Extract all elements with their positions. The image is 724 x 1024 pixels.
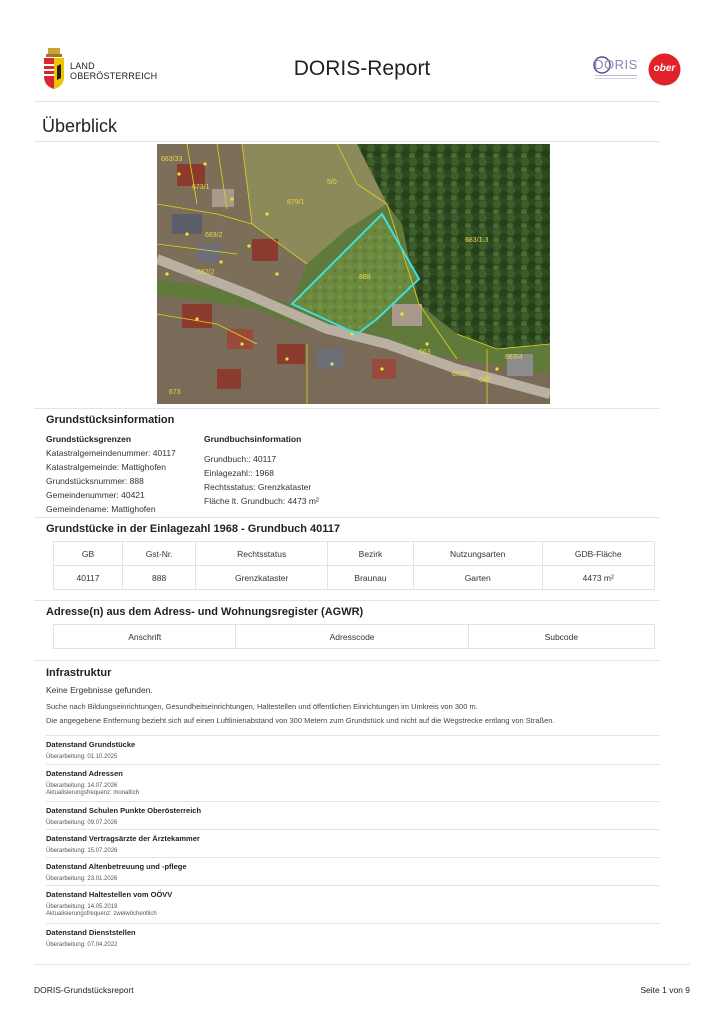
aerial-map-svg (157, 144, 550, 404)
grenzen-list (46, 446, 176, 516)
aerial-map[interactable] (157, 144, 550, 404)
infra-heading: Infrastruktur (46, 667, 112, 679)
column-header: Adresscode (236, 625, 468, 649)
datenstand-item (46, 890, 172, 917)
column-header: Anschrift (54, 625, 236, 649)
grundbuch-line: Fläche lt. Grundbuch: 4473 m² (204, 496, 319, 506)
table-header-row (54, 542, 655, 566)
table-cell: 888 (123, 566, 196, 590)
column-header: Gst-Nr. (123, 542, 196, 566)
grundbuch-title: Grundbuchsinformation (204, 434, 302, 444)
table-cell: 4473 m² (542, 566, 655, 590)
datenstand-line: Überarbeitung: 14.05.2019 (46, 904, 118, 910)
brand-line-1: LAND (70, 61, 95, 71)
table-cell: Braunau (328, 566, 414, 590)
column-header: Nutzungsarten (413, 542, 542, 566)
datenstand-line: Überarbeitung: 01.10.2025 (46, 754, 118, 760)
report-title: DORIS-Report (293, 57, 431, 80)
map-label: 683/33 (161, 156, 183, 163)
datenstand-line: Aktualisierungsfrequenz: zweiwöchentlich (46, 911, 157, 917)
column-header: Subcode (468, 625, 654, 649)
map-label: 663 (419, 349, 431, 356)
grenzen-line: Katastralgemeinde: Mattighofen (46, 462, 167, 472)
map-label: 888 (359, 274, 371, 281)
doris-logo-text: DORIS (594, 57, 638, 72)
infra-note-1: Suche nach Bildungseinrichtungen, Gesundheitseinrichtungen, Haltestellen und öffentlichen Einrichtungen im Umkreis von 300 m. (46, 702, 478, 711)
grenzen-line: Katastralgemeindenummer: 40117 (46, 448, 176, 458)
column-header: Bezirk (328, 542, 414, 566)
grundbuch-line: Einlagezahl:: 1968 (204, 468, 274, 478)
datenstand-line: Überarbeitung: 23.01.2026 (46, 876, 118, 882)
table-row (54, 566, 655, 590)
datenstand-item (46, 834, 200, 854)
datenstand-line: Aktualisierungsfrequenz: monatlich (46, 790, 140, 796)
datenstand-line: Überarbeitung: 09.07.2026 (46, 820, 118, 826)
column-header: GDB-Fläche (542, 542, 655, 566)
map-label: 683/1.3 (465, 237, 489, 244)
column-header: Rechtsstatus (196, 542, 328, 566)
agwr-table (53, 624, 655, 649)
datenstand-title: Datenstand Altenbetreuung und -pflege (46, 862, 187, 871)
datenstand-item (46, 740, 135, 760)
datenstand-item (46, 928, 136, 948)
datenstand-title: Datenstand Schulen Punkte Oberösterreich (46, 806, 202, 815)
table-cell: 40117 (54, 566, 123, 590)
datenstand-item (46, 862, 187, 882)
grundstueck-heading: Grundstücksinformation (46, 414, 175, 426)
grundbuch-line: Rechtsstatus: Grenzkataster (204, 482, 312, 492)
table-cell: Garten (413, 566, 542, 590)
ober-logo-text: ober (653, 63, 676, 74)
grenzen-title: Grundstücksgrenzen (46, 434, 132, 444)
overview-heading: Überblick (42, 116, 118, 136)
column-header: GB (54, 542, 123, 566)
datenstand-title: Datenstand Dienststellen (46, 928, 136, 937)
einlage-table (53, 541, 655, 590)
map-label: 682/2 (197, 269, 215, 276)
datenstand-line: Überarbeitung: 07.04.2022 (46, 942, 118, 948)
datenstand-line: Überarbeitung: 14.07.2026 (46, 783, 118, 789)
map-label: 879/1 (287, 199, 305, 206)
brand-line-2: OBERÖSTERREICH (70, 71, 158, 81)
datenstand-item (46, 769, 139, 796)
map-label: 683/2 (205, 232, 223, 239)
map-label: 5/0 (327, 179, 337, 186)
agwr-heading: Adresse(n) aus dem Adress- und Wohnungsregister (AGWR) (46, 606, 364, 618)
einlage-heading: Grundstücke in der Einlagezahl 1968 - Grundbuch 40117 (46, 523, 341, 535)
ober-logo (648, 53, 681, 86)
datenstand-item (46, 806, 201, 826)
footer-page-number: Seite 1 von 9 (640, 985, 690, 995)
grundbuch-line: Grundbuch:: 40117 (204, 454, 277, 464)
grenzen-line: Gemeindenummer: 40421 (46, 490, 145, 500)
infra-note-2: Die angegebene Entfernung bezieht sich auf einen Luftlinienabstand von 300 Metern zum Grundstück und nicht auf die Wegstrecke entlang von Straßen. (46, 716, 555, 725)
datenstand-title: Datenstand Adressen (46, 769, 123, 778)
map-label: 663/4 (505, 354, 523, 361)
table-cell: Grenzkataster (196, 566, 328, 590)
map-label: 673/1 (192, 184, 210, 191)
map-label: 665/6 (452, 371, 470, 378)
datenstand-title: Datenstand Grundstücke (46, 740, 136, 749)
map-label: 673 (169, 389, 181, 396)
datenstand-title: Datenstand Haltestellen vom OÖVV (46, 890, 173, 899)
grenzen-line: Gemeindename: Mattighofen (46, 504, 156, 514)
datenstand-title: Datenstand Vertragsärzte der Ärztekammer (46, 834, 200, 843)
doris-logo (592, 53, 640, 85)
datenstand-line: Überarbeitung: 15.07.2026 (46, 848, 118, 854)
grundbuch-list (204, 452, 319, 508)
map-label: 682 (479, 377, 491, 384)
table-header-row (54, 625, 655, 649)
infra-no-results: Keine Ergebnisse gefunden. (46, 685, 153, 695)
grenzen-line: Grundstücksnummer: 888 (46, 476, 144, 486)
footer-report-name: DORIS-Grundstücksreport (34, 985, 134, 995)
